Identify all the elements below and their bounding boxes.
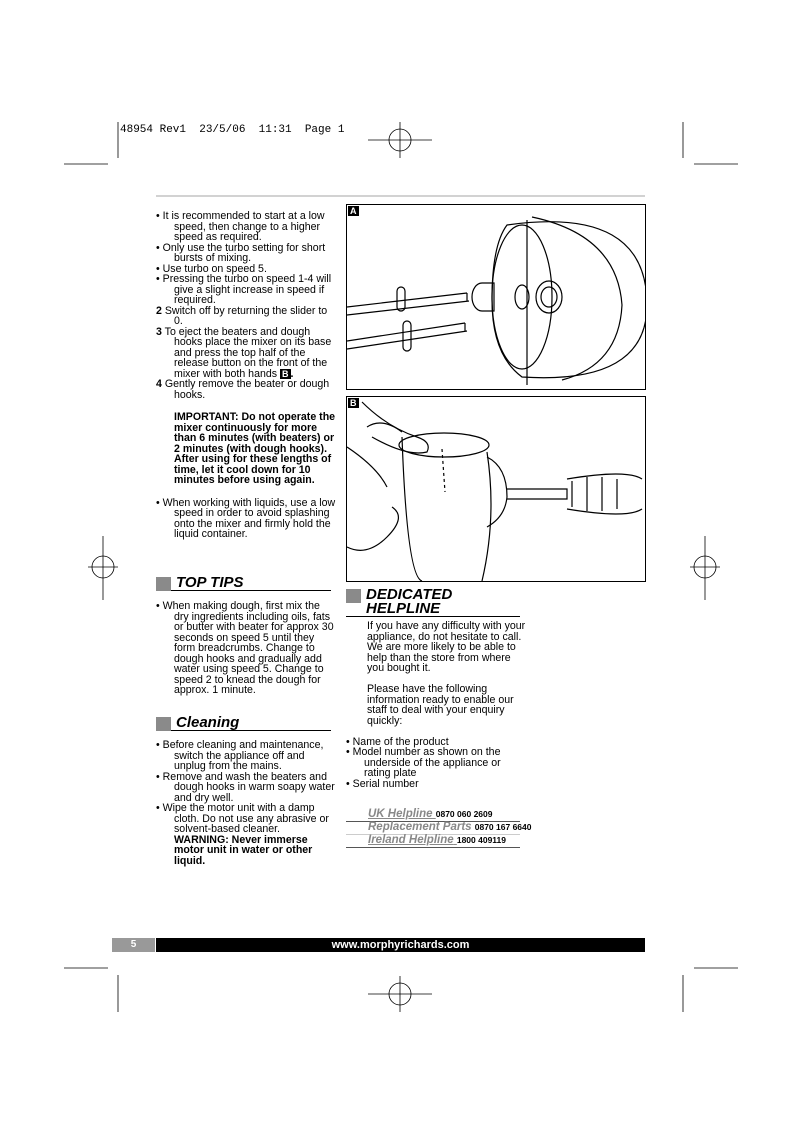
helpline-label: Ireland Helpline bbox=[368, 834, 454, 846]
print-slug: 48954 Rev1 23/5/06 11:31 Page 1 bbox=[120, 124, 345, 136]
ireland-helpline bbox=[346, 834, 542, 847]
mixer-illustration bbox=[347, 205, 645, 389]
bullet-text: • Only use the turbo setting for short bursts of mixing. bbox=[156, 241, 326, 264]
helpline-paragraph: If you have any difficulty with your appliance, do not hesitate to call. We are more likely to be able to help than the store from where you bought it. bbox=[367, 620, 526, 674]
step-number: 3 bbox=[156, 325, 162, 338]
bullet-text: • Remove and wash the beaters and dough hooks in warm soapy water and dry well. bbox=[156, 770, 335, 804]
instructions-column bbox=[156, 211, 336, 540]
phone-number: 0870 167 6640 bbox=[474, 822, 532, 832]
bullet-text: • Pressing the turbo on speed 1-4 will give a slight increase in speed if required. bbox=[156, 273, 332, 306]
bullet-text: • Wipe the motor unit with a damp cloth. Do not use any abrasive or solvent-based cleaner. bbox=[156, 802, 329, 835]
helpline-heading bbox=[346, 588, 520, 617]
replacement-parts-line bbox=[346, 821, 542, 834]
top-tips-body bbox=[156, 601, 336, 696]
phone-number: 0870 060 2609 bbox=[435, 809, 493, 819]
step-2 bbox=[156, 306, 336, 327]
helpline-paragraph: Please have the following information ready to enable our staff to deal with your enquiry quickly: bbox=[367, 683, 514, 727]
bullet-text: • Before cleaning and maintenance, switch the appliance off and unplug from the mains. bbox=[156, 739, 324, 772]
step-text: To eject the beaters and dough hooks place the mixer on its base and press the top half of the release button on the front of the mixer with both hands bbox=[164, 325, 332, 380]
bullet-text: • It is recommended to start at a low speed, then change to a higher speed as required. bbox=[156, 210, 325, 243]
page-number: 5 bbox=[112, 938, 155, 952]
step-number: 4 bbox=[156, 378, 162, 390]
step-text: Gently remove the beater or dough hooks. bbox=[164, 378, 330, 401]
important-notice: IMPORTANT: Do not operate the mixer continuously for more than 6 minutes (with beaters) or 2 minutes (with dough hooks). After using for these lengths of time, let it cool down for 10 minutes before using again. bbox=[174, 411, 336, 486]
figure-label: B bbox=[350, 398, 357, 408]
cleaning-heading bbox=[156, 716, 331, 731]
figure-ref: B bbox=[282, 368, 289, 379]
hand-pressing-illustration bbox=[347, 397, 645, 581]
warning-text: WARNING: Never immerse motor unit in water or other liquid. bbox=[174, 833, 313, 867]
figure-b-release-button bbox=[346, 396, 646, 582]
bullet-text: • Serial number bbox=[346, 777, 419, 790]
top-tips-heading bbox=[156, 576, 331, 591]
cleaning-body bbox=[156, 740, 336, 866]
heading-text: TOP TIPS bbox=[176, 574, 244, 591]
bullet-text: • Name of the product bbox=[346, 735, 449, 748]
heading-text: DEDICATED bbox=[366, 586, 453, 603]
figure-a-eject-beaters bbox=[346, 204, 646, 390]
heading-text: HELPLINE bbox=[366, 600, 441, 617]
step-3 bbox=[156, 327, 336, 380]
step-4 bbox=[156, 379, 336, 400]
helpline-label: UK Helpline bbox=[368, 808, 433, 820]
helpline-label: Replacement Parts bbox=[368, 821, 472, 833]
step-text: Switch off by returning the slider to 0. bbox=[164, 304, 328, 327]
website-footer: www.morphyrichards.com bbox=[156, 938, 645, 952]
tip-text: • When making dough, first mix the dry ingredients including oils, fats or butter with beater for approx 30 seconds on speed 5 until they form breadcrumbs. Change to dough hooks and gradually add water using speed 5. Change to speed 2 to knead the dough for approx. 1 minute. bbox=[156, 600, 334, 696]
heading-text: Cleaning bbox=[176, 714, 240, 731]
helpline-body bbox=[346, 621, 526, 789]
figure-label: A bbox=[350, 206, 357, 216]
phone-number: 1800 409119 bbox=[456, 835, 507, 845]
bullet-text: • Use turbo on speed 5. bbox=[156, 262, 267, 275]
step-number: 2 bbox=[156, 304, 162, 317]
bullet-text: • When working with liquids, use a low speed in order to avoid splashing onto the mixer and firmly hold the liquid container. bbox=[156, 496, 336, 540]
step-end: . bbox=[290, 367, 294, 380]
uk-helpline bbox=[346, 808, 542, 821]
bullet-text: • Model number as shown on the underside of the appliance or rating plate bbox=[346, 746, 501, 779]
